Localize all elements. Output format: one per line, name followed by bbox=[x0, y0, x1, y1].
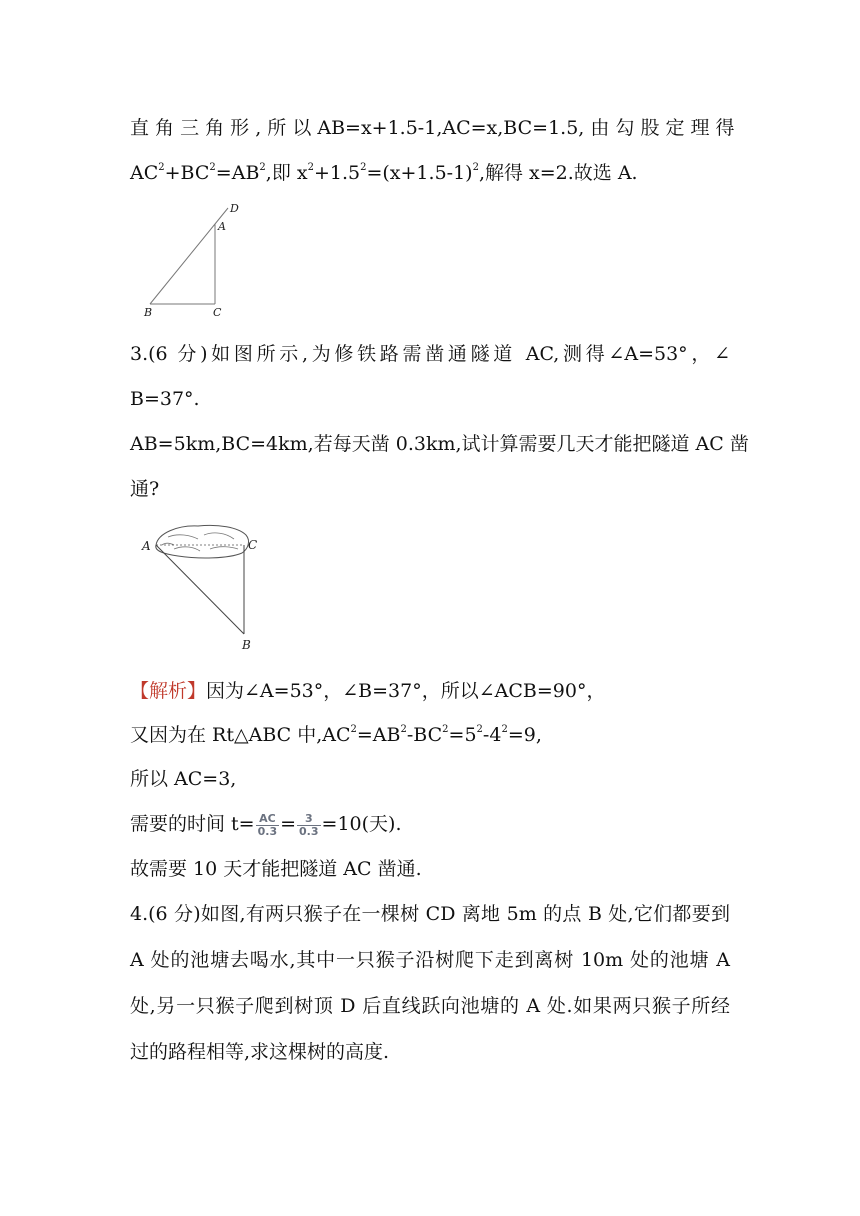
exponent: 2 bbox=[350, 724, 357, 735]
exponent: 2 bbox=[209, 162, 216, 173]
right-triangle-figure bbox=[140, 200, 250, 320]
fraction-numerator: AC bbox=[256, 813, 280, 826]
text-fragment: 需要的时间 t= bbox=[130, 813, 255, 835]
text-fragment: =AB bbox=[356, 724, 401, 746]
text-line: 直 角 三 角 形 , 所 以 AB=x+1.5-1,AC=x,BC=1.5, 由 勾 股 定 理 得 bbox=[130, 117, 735, 139]
text-fragment: =10(天). bbox=[321, 813, 402, 835]
question-3-line: B=37°. bbox=[130, 388, 200, 410]
exponent: 2 bbox=[307, 162, 314, 173]
exponent: 2 bbox=[259, 162, 266, 173]
text-fragment: 又因为在 Rt△ABC 中,AC bbox=[130, 724, 351, 746]
text-fragment: ,解得 x=2.故选 A. bbox=[478, 162, 638, 184]
fraction-numerator: 3 bbox=[297, 813, 321, 826]
tunnel-figure bbox=[138, 515, 268, 655]
text-fragment: =AB bbox=[215, 162, 260, 184]
label-c: C bbox=[213, 306, 222, 319]
label-a: A bbox=[218, 220, 226, 233]
question-3-line: 通? bbox=[130, 478, 160, 500]
solution-line bbox=[130, 812, 402, 838]
label-d: D bbox=[230, 202, 239, 215]
text-fragment: =9, bbox=[507, 724, 542, 746]
mountain-outline bbox=[156, 525, 249, 558]
exponent: 2 bbox=[158, 162, 165, 173]
text-fragment: =5 bbox=[448, 724, 477, 746]
exponent: 2 bbox=[501, 724, 508, 735]
solution-line: 所以 AC=3, bbox=[130, 768, 237, 790]
text-fragment: +1.5 bbox=[313, 162, 361, 184]
question-4-line: 过的路程相等,求这棵树的高度. bbox=[130, 1041, 390, 1063]
label-b: B bbox=[144, 306, 153, 319]
exponent: 2 bbox=[400, 724, 407, 735]
fraction bbox=[256, 813, 280, 838]
text-fragment: -BC bbox=[406, 724, 443, 746]
question-4-line: A 处的池塘去喝水,其中一只猴子沿树爬下走到离树 10m 处的池塘 A bbox=[130, 949, 730, 971]
text-fragment: +BC bbox=[164, 162, 210, 184]
solution-tag: 【解析】 bbox=[130, 680, 207, 702]
exponent: 2 bbox=[472, 162, 479, 173]
question-3-line: AB=5km,BC=4km,若每天凿 0.3km,试计算需要几天才能把隧道 AC 凿 bbox=[130, 433, 749, 455]
text-fragment: =(x+1.5-1) bbox=[366, 162, 473, 184]
fraction-denominator: 0.3 bbox=[257, 824, 278, 838]
label-b: B bbox=[242, 638, 251, 652]
question-4-line: 4.(6 分)如图,有两只猴子在一棵树 CD 离地 5m 的点 B 处,它们都要到 bbox=[130, 903, 730, 925]
exponent: 2 bbox=[476, 724, 483, 735]
fraction bbox=[297, 813, 321, 838]
solution-line bbox=[130, 723, 542, 747]
question-3-line: 3.(6 分)如图所示,为修铁路需凿通隧道 AC,测得∠A=53°，∠ bbox=[130, 343, 730, 365]
label-a: A bbox=[142, 539, 151, 553]
text-fragment: AC bbox=[130, 162, 159, 184]
solution-line: 故需要 10 天才能把隧道 AC 凿通. bbox=[130, 858, 422, 880]
text-fragment: ,即 x bbox=[265, 162, 308, 184]
text-fragment: -4 bbox=[482, 724, 502, 746]
equation-line bbox=[130, 161, 638, 185]
text-fragment: 因为∠A=53°，∠B=37°，所以∠ACB=90°， bbox=[206, 680, 606, 702]
exponent: 2 bbox=[360, 162, 367, 173]
exponent: 2 bbox=[442, 724, 449, 735]
fraction-denominator: 0.3 bbox=[299, 824, 319, 838]
text-fragment: = bbox=[280, 813, 297, 835]
label-c: C bbox=[248, 538, 258, 552]
hypotenuse-line bbox=[150, 208, 228, 304]
solution-line bbox=[130, 679, 605, 703]
question-4-line: 处,另一只猴子爬到树顶 D 后直线跃向池塘的 A 处.如果两只猴子所经 bbox=[130, 995, 730, 1017]
